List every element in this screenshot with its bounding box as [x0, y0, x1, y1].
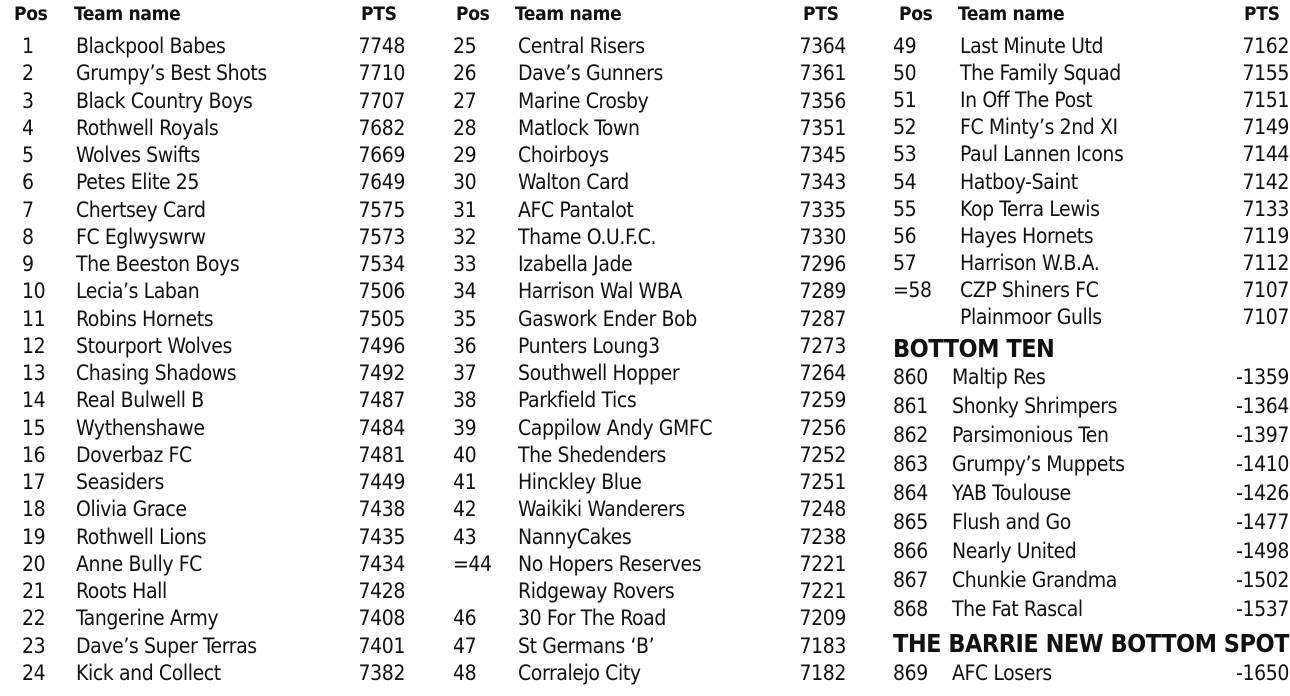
- points-cell: 7492: [358, 361, 405, 385]
- points-cell: 7481: [358, 442, 405, 467]
- team-name-cell: Rothwell Lions: [76, 524, 207, 549]
- position-cell: 51: [893, 88, 917, 113]
- header-pts: PTS: [803, 3, 839, 25]
- points-cell: 7506: [358, 279, 405, 304]
- team-name-cell: Real Bulwell B: [76, 388, 204, 413]
- team-name-cell: Stourport Wolves: [76, 333, 232, 358]
- table-row: [0, 224, 1290, 251]
- points-cell: 7669: [358, 143, 405, 167]
- team-name-cell: NannyCakes: [518, 524, 632, 549]
- table-row: [0, 423, 1290, 450]
- team-name-cell: No Hopers Reserves: [518, 551, 702, 576]
- team-name-cell: Chunkie Grandma: [952, 568, 1117, 592]
- position-cell: 31: [453, 197, 477, 222]
- position-cell: 47: [453, 633, 477, 658]
- points-cell: 7748: [358, 34, 405, 58]
- team-name-cell: Anne Bully FC: [76, 551, 202, 576]
- team-name-cell: Parsimonious Ten: [952, 423, 1109, 447]
- points-cell: 7149: [1242, 115, 1289, 140]
- team-name-cell: Marine Crosby: [518, 88, 649, 113]
- team-name-cell: Nearly United: [952, 539, 1077, 563]
- position-cell: 866: [893, 539, 928, 563]
- position-cell: 50: [893, 61, 917, 86]
- points-cell: 7343: [799, 170, 846, 195]
- points-cell: 7345: [799, 143, 846, 167]
- team-name-cell: YAB Toulouse: [952, 481, 1071, 505]
- points-cell: 7256: [799, 415, 846, 440]
- team-name-cell: Chasing Shadows: [76, 361, 237, 385]
- position-cell: 869: [893, 661, 928, 685]
- header-team-name: Team name: [74, 3, 181, 25]
- team-name-cell: The Shedenders: [518, 442, 666, 467]
- team-name-cell: Hayes Hornets: [960, 223, 1094, 248]
- team-name-cell: Corralejo City: [518, 660, 641, 685]
- points-cell: -1498: [1236, 539, 1289, 563]
- points-cell: 7505: [358, 306, 405, 331]
- position-cell: 7: [22, 197, 34, 222]
- team-name-cell: Choirboys: [518, 143, 609, 167]
- position-cell: 53: [893, 142, 917, 167]
- header-team-name: Team name: [958, 3, 1065, 25]
- header-pos: Pos: [456, 3, 490, 25]
- team-name-cell: CZP Shiners FC: [960, 277, 1099, 302]
- position-cell: 42: [453, 497, 477, 522]
- points-cell: 7119: [1242, 223, 1289, 248]
- team-name-cell: Matlock Town: [518, 115, 640, 140]
- points-cell: 7142: [1242, 169, 1289, 194]
- team-name-cell: Wolves Swifts: [76, 143, 200, 167]
- position-cell: 3: [22, 88, 34, 113]
- position-cell: 41: [453, 470, 477, 494]
- team-name-cell: Paul Lannen Icons: [960, 142, 1124, 167]
- points-cell: 7238: [799, 524, 846, 549]
- position-cell: 12: [22, 333, 46, 358]
- team-name-cell: AFC Pantalot: [518, 197, 634, 222]
- team-name-cell: Gaswork Ender Bob: [518, 306, 697, 331]
- points-cell: 7408: [358, 606, 405, 631]
- position-cell: 46: [453, 606, 477, 631]
- position-cell: 33: [453, 252, 477, 276]
- position-cell: 34: [453, 279, 477, 304]
- table-row: [0, 539, 1290, 566]
- team-name-cell: Dave’s Gunners: [518, 61, 663, 86]
- position-cell: 26: [453, 61, 477, 86]
- position-cell: 867: [893, 568, 928, 592]
- team-name-cell: Harrison W.B.A.: [960, 250, 1100, 275]
- team-name-cell: Maltip Res: [952, 365, 1046, 389]
- position-cell: 11: [22, 306, 46, 331]
- points-cell: 7710: [358, 61, 405, 86]
- position-cell: 57: [893, 250, 917, 275]
- position-cell: 4: [22, 115, 34, 140]
- points-cell: 7382: [358, 660, 405, 685]
- position-cell: 28: [453, 115, 477, 140]
- points-cell: 7364: [799, 34, 846, 58]
- points-cell: -1364: [1236, 394, 1289, 418]
- points-cell: 7335: [799, 197, 846, 222]
- position-cell: 25: [453, 34, 477, 58]
- table-row: [0, 197, 1290, 224]
- position-cell: 861: [893, 394, 928, 418]
- table-row: [0, 481, 1290, 508]
- position-cell: 2: [22, 61, 34, 86]
- table-row: [0, 115, 1290, 142]
- position-cell: 20: [22, 551, 46, 576]
- points-cell: 7221: [799, 551, 846, 576]
- barrie-bottom-spot-title: THE BARRIE NEW BOTTOM SPOT: [893, 629, 1289, 658]
- position-cell: 5: [22, 143, 34, 167]
- team-name-cell: Rothwell Royals: [76, 115, 219, 140]
- position-cell: 868: [893, 597, 928, 621]
- bottom-ten-title: BOTTOM TEN: [893, 334, 1055, 363]
- points-cell: 7289: [799, 279, 846, 304]
- team-name-cell: Parkfield Tics: [518, 388, 637, 413]
- points-cell: 7251: [799, 470, 846, 494]
- team-name-cell: Hinckley Blue: [518, 470, 642, 494]
- points-cell: 7183: [799, 633, 846, 658]
- points-cell: 7401: [358, 633, 405, 658]
- position-cell: 13: [22, 361, 46, 385]
- header-pos: Pos: [14, 3, 48, 25]
- table-row: [0, 142, 1290, 169]
- team-name-cell: The Family Squad: [960, 61, 1121, 86]
- team-name-cell: Walton Card: [518, 170, 629, 195]
- points-cell: 7182: [799, 660, 846, 685]
- points-cell: 7496: [358, 333, 405, 358]
- table-row: [0, 597, 1290, 624]
- team-name-cell: Punters Loung3: [518, 333, 660, 358]
- points-cell: 7649: [358, 170, 405, 195]
- points-cell: 7449: [358, 470, 405, 494]
- table-row: [0, 170, 1290, 197]
- team-name-cell: Grumpy’s Best Shots: [76, 61, 267, 86]
- team-name-cell: 30 For The Road: [518, 606, 666, 631]
- points-cell: 7144: [1242, 142, 1289, 167]
- points-cell: 7356: [799, 88, 846, 113]
- points-cell: 7107: [1242, 305, 1289, 329]
- points-cell: 7296: [799, 252, 846, 276]
- team-name-cell: Grumpy’s Muppets: [952, 452, 1125, 476]
- team-name-cell: Harrison Wal WBA: [518, 279, 682, 304]
- points-cell: 7534: [358, 252, 405, 276]
- team-name-cell: Kick and Collect: [76, 660, 221, 685]
- team-name-cell: Plainmoor Gulls: [960, 305, 1102, 329]
- header-pts: PTS: [361, 3, 397, 25]
- position-cell: 8: [22, 224, 34, 249]
- team-name-cell: Izabella Jade: [518, 252, 633, 276]
- position-cell: 862: [893, 423, 928, 447]
- table-row: [0, 661, 1290, 688]
- position-cell: 22: [22, 606, 46, 631]
- points-cell: 7273: [799, 333, 846, 358]
- team-name-cell: Blackpool Babes: [76, 34, 226, 58]
- points-cell: 7264: [799, 361, 846, 385]
- team-name-cell: Petes Elite 25: [76, 170, 200, 195]
- points-cell: 7155: [1242, 61, 1289, 86]
- points-cell: -1502: [1236, 568, 1289, 592]
- position-cell: 48: [453, 660, 477, 685]
- points-cell: 7162: [1242, 34, 1289, 58]
- team-name-cell: Hatboy-Saint: [960, 169, 1078, 194]
- points-cell: 7487: [358, 388, 405, 413]
- team-name-cell: Wythenshawe: [76, 415, 205, 440]
- position-cell: 864: [893, 481, 928, 505]
- position-cell: 863: [893, 452, 928, 476]
- points-cell: 7682: [358, 115, 405, 140]
- position-cell: 32: [453, 224, 477, 249]
- team-name-cell: The Fat Rascal: [952, 597, 1083, 621]
- team-name-cell: Tangerine Army: [76, 606, 219, 631]
- points-cell: 7287: [799, 306, 846, 331]
- points-cell: -1477: [1236, 510, 1289, 534]
- position-cell: 21: [22, 579, 46, 603]
- team-name-cell: Roots Hall: [76, 579, 167, 603]
- table-row: [0, 568, 1290, 595]
- team-name-cell: Lecia’s Laban: [76, 279, 200, 304]
- points-cell: 7428: [358, 579, 405, 603]
- table-row: [0, 365, 1290, 392]
- team-name-cell: Shonky Shrimpers: [952, 394, 1118, 418]
- team-name-cell: Southwell Hopper: [518, 361, 680, 385]
- points-cell: 7259: [799, 388, 846, 413]
- team-name-cell: Black Country Boys: [76, 88, 253, 113]
- team-name-cell: St Germans ‘B’: [518, 633, 655, 658]
- position-cell: =58: [893, 277, 932, 302]
- table-row: [0, 34, 1290, 61]
- team-name-cell: Last Minute Utd: [960, 34, 1104, 58]
- team-name-cell: Olivia Grace: [76, 497, 187, 522]
- team-name-cell: Thame O.U.F.C.: [518, 224, 657, 249]
- position-cell: 29: [453, 143, 477, 167]
- points-cell: 7248: [799, 497, 846, 522]
- position-cell: 1: [22, 34, 34, 58]
- table-row: [0, 305, 1290, 332]
- position-cell: 40: [453, 442, 477, 467]
- team-name-cell: Ridgeway Rovers: [518, 579, 675, 603]
- position-cell: 17: [22, 470, 46, 494]
- position-cell: 19: [22, 524, 46, 549]
- points-cell: 7107: [1242, 277, 1289, 302]
- points-cell: -1426: [1236, 481, 1289, 505]
- points-cell: -1410: [1236, 452, 1289, 476]
- position-cell: 27: [453, 88, 477, 113]
- position-cell: 860: [893, 365, 928, 389]
- position-cell: 18: [22, 497, 46, 522]
- position-cell: 38: [453, 388, 477, 413]
- table-row: [0, 510, 1290, 537]
- position-cell: 55: [893, 196, 917, 221]
- position-cell: 15: [22, 415, 46, 440]
- position-cell: 54: [893, 169, 917, 194]
- team-name-cell: Kop Terra Lewis: [960, 196, 1100, 221]
- points-cell: 7573: [358, 224, 405, 249]
- table-row: [0, 334, 1290, 361]
- position-cell: 865: [893, 510, 928, 534]
- position-cell: 23: [22, 633, 46, 658]
- position-cell: 49: [893, 34, 917, 58]
- points-cell: -1650: [1236, 661, 1289, 685]
- points-cell: 7435: [358, 524, 405, 549]
- position-cell: 43: [453, 524, 477, 549]
- position-cell: 37: [453, 361, 477, 385]
- points-cell: -1537: [1236, 597, 1289, 621]
- position-cell: 36: [453, 333, 477, 358]
- points-cell: 7221: [799, 579, 846, 603]
- table-row: [0, 278, 1290, 305]
- points-cell: 7112: [1242, 250, 1289, 275]
- position-cell: 30: [453, 170, 477, 195]
- points-cell: -1397: [1236, 423, 1289, 447]
- team-name-cell: Doverbaz FC: [76, 442, 192, 467]
- table-row: [0, 251, 1290, 278]
- team-name-cell: AFC Losers: [952, 661, 1052, 685]
- points-cell: 7252: [799, 442, 846, 467]
- points-cell: 7438: [358, 497, 405, 522]
- position-cell: 52: [893, 115, 917, 140]
- team-name-cell: Dave’s Super Terras: [76, 633, 257, 658]
- table-row: [0, 452, 1290, 479]
- team-name-cell: Central Risers: [518, 34, 645, 58]
- header-team-name: Team name: [515, 3, 622, 25]
- team-name-cell: FC Eglwyswrw: [76, 224, 206, 249]
- header-pos: Pos: [899, 3, 933, 25]
- position-cell: 56: [893, 223, 917, 248]
- position-cell: 35: [453, 306, 477, 331]
- table-row: [0, 88, 1290, 115]
- position-cell: 9: [22, 252, 34, 276]
- team-name-cell: The Beeston Boys: [76, 252, 240, 276]
- points-cell: 7707: [358, 88, 405, 113]
- points-cell: 7434: [358, 551, 405, 576]
- position-cell: 14: [22, 388, 46, 413]
- team-name-cell: FC Minty’s 2nd XI: [960, 115, 1118, 140]
- team-name-cell: Flush and Go: [952, 510, 1071, 534]
- position-cell: 24: [22, 660, 46, 685]
- team-name-cell: Cappilow Andy GMFC: [518, 415, 713, 440]
- header-pts: PTS: [1244, 3, 1280, 25]
- position-cell: 6: [22, 170, 34, 195]
- table-row: [0, 394, 1290, 421]
- position-cell: =44: [453, 551, 492, 576]
- points-cell: 7575: [358, 197, 405, 222]
- team-name-cell: In Off The Post: [960, 88, 1093, 113]
- position-cell: 16: [22, 442, 46, 467]
- team-name-cell: Robins Hornets: [76, 306, 214, 331]
- points-cell: 7484: [358, 415, 405, 440]
- points-cell: 7209: [799, 606, 846, 631]
- points-cell: 7351: [799, 115, 846, 140]
- points-cell: -1359: [1236, 365, 1289, 389]
- points-cell: 7151: [1242, 88, 1289, 113]
- team-name-cell: Waikiki Wanderers: [518, 497, 685, 522]
- team-name-cell: Chertsey Card: [76, 197, 206, 222]
- points-cell: 7330: [799, 224, 846, 249]
- points-cell: 7133: [1242, 196, 1289, 221]
- team-name-cell: Seasiders: [76, 470, 164, 494]
- position-cell: 10: [22, 279, 46, 304]
- points-cell: 7361: [799, 61, 846, 86]
- table-row: [0, 61, 1290, 88]
- position-cell: 39: [453, 415, 477, 440]
